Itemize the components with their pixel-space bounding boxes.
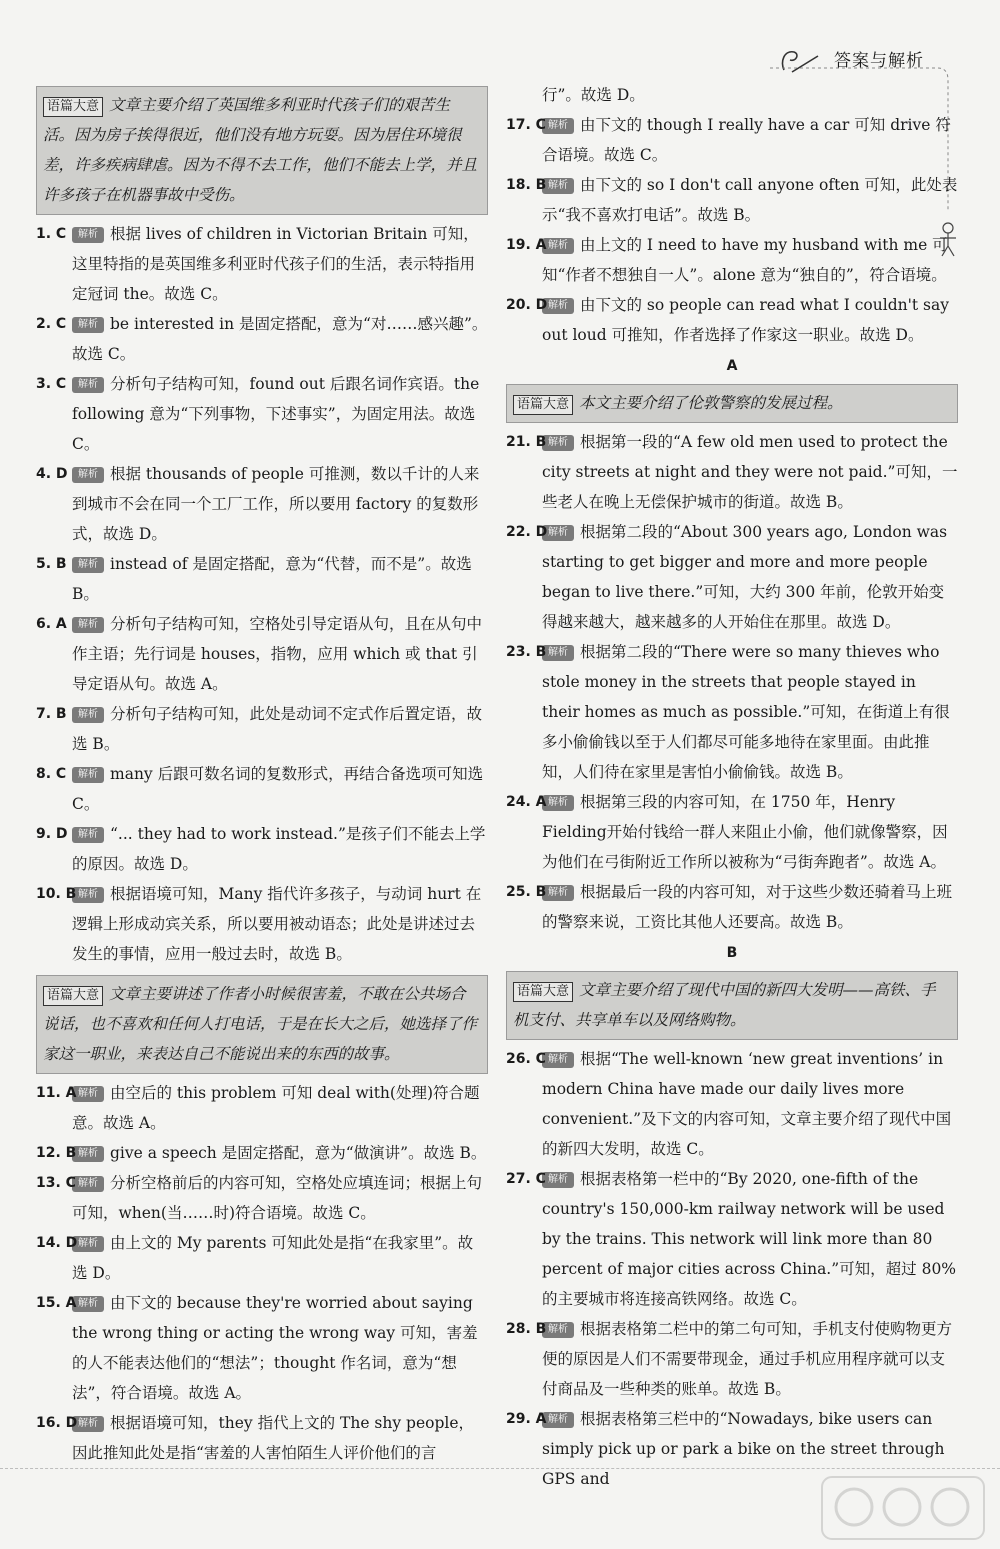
- answer-list: [506, 427, 958, 937]
- page-header: [0, 0, 1000, 70]
- analysis-badge: 解析: [72, 227, 104, 243]
- analysis-badge: 解析: [542, 1412, 574, 1428]
- analysis-badge: 解析: [542, 795, 574, 811]
- answer-text: be interested in 是固定搭配，意为“对……感兴趣”。故选 C。: [72, 315, 488, 363]
- answer-number: 26. C: [506, 1051, 546, 1067]
- answer-number: 18. B: [506, 177, 547, 193]
- analysis-badge: 解析: [72, 1236, 104, 1252]
- answer-number: 22. D: [506, 524, 548, 540]
- analysis-badge: 解析: [542, 118, 574, 134]
- answer-number: 13. C: [36, 1175, 76, 1191]
- answer-text: 根据表格第一栏中的“By 2020, one-fifth of the country's 150,000-km railway network will be used by the trains. This network will link more than 80 percent of major cities across China.”可知，超过 80% 的主要城市将连接高铁网络。故选 C。: [542, 1170, 957, 1308]
- summary-box: [36, 975, 488, 1074]
- answer-item: [506, 230, 958, 290]
- answer-number: 2. C: [36, 316, 67, 332]
- answer-item: [506, 787, 958, 877]
- answer-text: 根据 thousands of people 可推测，数以千计的人来到城市不会在同一个工厂工作，所以要用 factory 的复数形式，故选 D。: [72, 465, 480, 543]
- answer-item: [36, 1408, 488, 1468]
- analysis-badge: 解析: [72, 617, 104, 633]
- answer-item: [36, 459, 488, 549]
- answer-number: 28. B: [506, 1321, 547, 1337]
- answer-number: 1. C: [36, 226, 67, 242]
- answer-text: 由下文的 because they're worried about saying the wrong thing or acting the wrong way 可知，害羞的人不能表达他们的“想法”；thought 作名词，意为“想法”，符合语境。故选 A。: [72, 1294, 478, 1402]
- analysis-badge: 解析: [72, 467, 104, 483]
- answer-number: 17. C: [506, 117, 546, 133]
- summary-box: [36, 86, 488, 215]
- answer-item: [506, 110, 958, 170]
- answer-number: 20. D: [506, 297, 548, 313]
- analysis-badge: 解析: [542, 1322, 574, 1338]
- answer-item: [506, 170, 958, 230]
- analysis-badge: 解析: [72, 557, 104, 573]
- analysis-badge: 解析: [542, 178, 574, 194]
- answer-text: instead of 是固定搭配，意为“代替，而不是”。故选 B。: [72, 555, 472, 603]
- summary-tag: 语篇大意: [43, 97, 103, 117]
- answer-list: [36, 219, 488, 969]
- answer-text: 根据第三段的内容可知，在 1750 年，Henry Fielding开始付钱给一群人来阻止小偷，他们就像警察，因为他们在弓街附近工作所以被称为“弓街奔跑者”。故选 A。: [542, 793, 948, 871]
- answer-text: 根据表格第三栏中的“Nowadays, bike users can simply pick up or park a bike on the street through GPS and: [542, 1410, 945, 1488]
- summary-tag: 语篇大意: [513, 395, 573, 415]
- analysis-badge: 解析: [542, 238, 574, 254]
- answer-text: many 后跟可数名词的复数形式，再结合备选项可知选 C。: [72, 765, 484, 813]
- answer-number: 10. B: [36, 886, 77, 902]
- answer-number: 14. D: [36, 1235, 78, 1251]
- summary-tag: 语篇大意: [43, 986, 103, 1006]
- answer-text: 根据 lives of children in Victorian Britain 可知，这里特指的是英国维多利亚时代孩子们的生活，表示特指用定冠词 the。故选 C。: [72, 225, 479, 303]
- footer-divider: [0, 1468, 1000, 1470]
- answer-number: 16. D: [36, 1415, 78, 1431]
- answer-text: 由空后的 this problem 可知 deal with(处理)符合题意。故选 A。: [72, 1084, 480, 1132]
- analysis-badge: 解析: [542, 525, 574, 541]
- analysis-badge: 解析: [72, 1146, 104, 1162]
- summary-box: [506, 384, 958, 423]
- answer-item: [506, 290, 958, 350]
- analysis-badge: 解析: [72, 827, 104, 843]
- analysis-badge: 解析: [542, 645, 574, 661]
- answer-number: 4. D: [36, 466, 68, 482]
- analysis-badge: 解析: [72, 377, 104, 393]
- answer-list: [506, 1044, 958, 1494]
- answer-number: 8. C: [36, 766, 67, 782]
- answer-list: [36, 1078, 488, 1468]
- answer-number: 23. B: [506, 644, 547, 660]
- answer-text: give a speech 是固定搭配，意为“做演讲”。故选 B。: [110, 1144, 487, 1162]
- section-letter: A: [726, 358, 738, 374]
- answer-number: 7. B: [36, 706, 67, 722]
- header-title: 答案与解析: [834, 51, 924, 71]
- watermark-logo-icon: [818, 1473, 988, 1543]
- answer-text: 根据第一段的“A few old men used to protect the city streets at night and they were not paid.”可知，一些老人在晚上无偿保护城市的街道。故选 B。: [542, 433, 958, 511]
- answer-number: 21. B: [506, 434, 547, 450]
- continuation-text: 行”。故选 D。: [542, 86, 645, 104]
- summary-text: 文章主要介绍了现代中国的新四大发明——高铁、手机支付、共享单车以及网络购物。: [513, 981, 936, 1029]
- analysis-badge: 解析: [542, 298, 574, 314]
- answer-number: 24. A: [506, 794, 547, 810]
- answer-text: 由下文的 so I don't call anyone often 可知，此处表示“我不喜欢打电话”。故选 B。: [542, 176, 958, 224]
- summary-box: [506, 971, 958, 1040]
- analysis-badge: 解析: [542, 1052, 574, 1068]
- analysis-badge: 解析: [72, 887, 104, 903]
- answer-text: 由下文的 so people can read what I couldn't say out loud 可推知，作者选择了作家这一职业。故选 D。: [542, 296, 949, 344]
- analysis-badge: 解析: [72, 707, 104, 723]
- answer-text: 根据最后一段的内容可知，对于这些少数还骑着马上班的警察来说，工资比其他人还要高。故选 B。: [542, 883, 953, 931]
- analysis-badge: 解析: [72, 1416, 104, 1432]
- answer-item: [36, 1078, 488, 1138]
- answer-number: 15. A: [36, 1295, 77, 1311]
- answer-text: 根据表格第二栏中的第二句可知，手机支付使购物更方便的原因是人们不需要带现金，通过手机应用程序就可以支付商品及一些种类的账单。故选 B。: [542, 1320, 953, 1398]
- analysis-badge: 解析: [542, 885, 574, 901]
- answer-item: [36, 699, 488, 759]
- answer-item: [36, 369, 488, 459]
- answer-item: [36, 1168, 488, 1228]
- answer-item: [36, 1138, 488, 1168]
- answer-item: [36, 549, 488, 609]
- answer-number: 19. A: [506, 237, 547, 253]
- left-column: [36, 80, 488, 1468]
- answer-text: 根据语境可知，Many 指代许多孩子，与动词 hurt 在逻辑上形成动宾关系，所以要用被动语态；此处是讲述过去发生的事情，应用一般过去时，故选 B。: [72, 885, 482, 963]
- answer-text: 根据语境可知，they 指代上文的 The shy people，因此推知此处是指“害羞的人害怕陌生人评价他们的言: [72, 1414, 475, 1462]
- answer-text: 由下文的 though I really have a car 可知 drive 符合语境。故选 C。: [542, 116, 951, 164]
- answer-item: [506, 637, 958, 787]
- answer-number: 5. B: [36, 556, 67, 572]
- answer-number: 6. A: [36, 616, 67, 632]
- answer-item: [36, 879, 488, 969]
- answer-number: 3. C: [36, 376, 67, 392]
- summary-text: 本文主要介绍了伦敦警察的发展过程。: [579, 394, 843, 412]
- answer-item: [36, 819, 488, 879]
- answer-text: “... they had to work instead.”是孩子们不能去上学的原因。故选 D。: [72, 825, 486, 873]
- answer-item: [36, 219, 488, 309]
- analysis-badge: 解析: [72, 317, 104, 333]
- answer-text: 分析空格前后的内容可知，空格处应填连词；根据上句可知，when(当……时)符合语境。故选 C。: [72, 1174, 483, 1222]
- analysis-badge: 解析: [72, 767, 104, 783]
- answer-number: 12. B: [36, 1145, 77, 1161]
- answer-text: 根据第二段的“There were so many thieves who stole money in the streets that people stayed in their homes as much as possible.”可知，在街道上有很多小偷偷钱以至于人们都尽可能多地待在家里面。由此推知，人们待在家里是害怕小偷偷钱。故选 B。: [542, 643, 950, 781]
- analysis-badge: 解析: [542, 435, 574, 451]
- answer-number: 25. B: [506, 884, 547, 900]
- answer-item: [36, 759, 488, 819]
- analysis-badge: 解析: [72, 1176, 104, 1192]
- answer-number: 27. C: [506, 1171, 546, 1187]
- answer-number: 11. A: [36, 1085, 77, 1101]
- answer-text: 分析句子结构可知，found out 后跟名词作宾语。the following 意为“下列事物，下述事实”，为固定用法。故选 C。: [72, 375, 480, 453]
- answer-number: 29. A: [506, 1411, 547, 1427]
- answer-item: [36, 1228, 488, 1288]
- answer-item: [506, 1044, 958, 1164]
- answer-item: [36, 1288, 488, 1408]
- answer-item: [506, 427, 958, 517]
- answer-text: 由上文的 I need to have my husband with me 可知“作者不想独自一人”。alone 意为“独自的”，符合语境。: [542, 236, 948, 284]
- analysis-badge: 解析: [72, 1086, 104, 1102]
- answer-item: [506, 1164, 958, 1314]
- summary-text: 文章主要介绍了英国维多利亚时代孩子们的艰苦生活。因为房子挨得很近，他们没有地方玩耍。因为居住环境很差，许多疾病肆虐。因为不得不去工作，他们不能去上学，并且许多孩子在机器事故中受伤。: [43, 96, 478, 204]
- answer-text: 根据“The well-known ‘new great inventions’ in modern China have made our daily lives more convenient.”及下文的内容可知，文章主要介绍了现代中国的新四大发明，故选 C。: [542, 1050, 952, 1158]
- answer-item: [36, 609, 488, 699]
- analysis-badge: 解析: [72, 1296, 104, 1312]
- analysis-badge: 解析: [542, 1172, 574, 1188]
- summary-tag: 语篇大意: [513, 982, 573, 1002]
- section-letter: B: [726, 945, 738, 961]
- answer-text: 由上文的 My parents 可知此处是指“在我家里”。故选 D。: [72, 1234, 474, 1282]
- answer-text: 分析句子结构可知，空格处引导定语从句，且在从句中作主语；先行词是 houses，指物，应用 which 或 that 引导定语从句。故选 A。: [72, 615, 483, 693]
- answer-number: 9. D: [36, 826, 68, 842]
- answer-list: [506, 110, 958, 350]
- answer-item: [506, 1314, 958, 1404]
- answer-text: 根据第二段的“About 300 years ago, London was starting to get bigger and more and more people began to live there.”可知，大约 300 年前，伦敦开始变得越来越大，越来越多的人开始住在那里。故选 D。: [542, 523, 948, 631]
- answer-text: 分析句子结构可知，此处是动词不定式作后置定语，故选 B。: [72, 705, 483, 753]
- right-column: [506, 80, 958, 1494]
- answer-item: [506, 517, 958, 637]
- answer-item: [506, 877, 958, 937]
- summary-text: 文章主要讲述了作者小时候很害羞，不敢在公共场合说话，也不喜欢和任何人打电话，于是在长大之后，她选择了作家这一职业，来表达自己不能说出来的东西的故事。: [43, 985, 478, 1063]
- answer-item: [36, 309, 488, 369]
